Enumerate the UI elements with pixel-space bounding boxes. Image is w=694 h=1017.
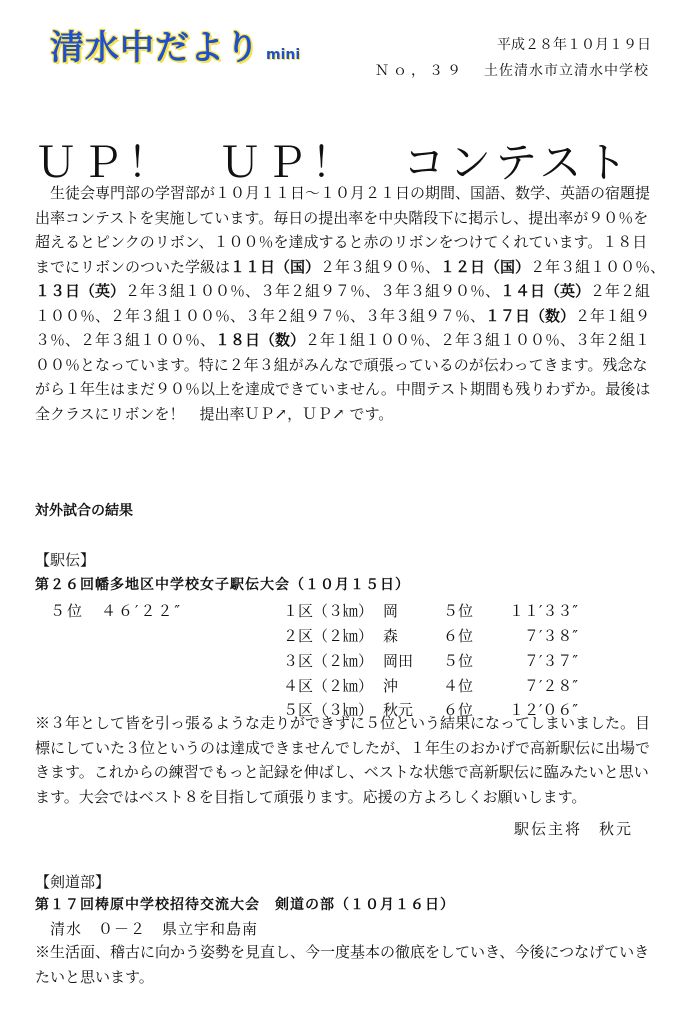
note-line: ※生活面、稽古に向かう姿勢を見直し、今一度基本の徹底をしていき、今後につなげていき [35, 943, 650, 961]
article-headline: ＵＰ！ ＵＰ！ コンテスト [35, 138, 632, 187]
leg-time: ７′３７″ [523, 652, 578, 670]
runner-name: 岡 [383, 602, 399, 620]
school-name: 土佐清水市立清水中学校 [484, 63, 649, 79]
kendo-note [35, 940, 649, 989]
date-subject-label: １３日（英） [35, 282, 126, 300]
report-line: きます。これからの練習でもっと記録を伸ばし、ベストな状態で高新駅伝に臨みたいと思い [35, 763, 649, 781]
note-line: たいと思います。 [35, 967, 154, 986]
report-line: 標にしていた３位というのは達成できませんでしたが、１年生のおかげで高新駅伝に出場で [35, 738, 651, 757]
runner-name: 沖 [383, 677, 399, 695]
contest-line: 全クラスにリボンを！ 提出率ＵＰ↗，ＵＰ↗ です。 [35, 404, 394, 423]
newsletter-title: 清水中だより [50, 28, 260, 68]
runner-name: 秋元 [383, 701, 414, 719]
leg-section: ４区（２㎞） [283, 677, 374, 695]
section-heading: 対外試合の結果 [35, 503, 133, 519]
contest-line: ００％となっています。特に２年３組がみんなで頑張っているのが伝わってきます。残念な [35, 355, 648, 374]
leg-time: ７′３８″ [523, 627, 578, 645]
kendo-bracket-label: 【剣道部】 [35, 873, 111, 891]
leg-section: １区（３㎞） [283, 602, 374, 620]
contest-text: ２年１組１００％、２年３組１００％、３年２組１ [305, 331, 651, 349]
ekiden-report [35, 711, 650, 809]
issue-number: Ｎｏ，３９ [375, 63, 465, 79]
report-line: ※３年として皆を引っ張るような走りができずに５位という結果になってしまいました。目 [35, 714, 651, 732]
date-subject-label: １４日（英） [500, 282, 591, 300]
runner-name: 森 [383, 627, 399, 645]
leg-rank: ５位 [443, 652, 474, 670]
contest-text: １００％、２年３組１００％、３年２組９７％、３年３組９７％、 [35, 306, 486, 325]
leg-time: １２′０６″ [508, 701, 578, 719]
masthead-logo [50, 20, 300, 69]
contest-line: 出率コンテストを実施しています。毎日の提出率を中央階段下に掲示し、提出率が９０％を [35, 208, 649, 227]
leg-section: ５区（３㎞） [283, 701, 374, 719]
contest-article-body [35, 181, 666, 426]
contest-text: ２年３組１００％、 [530, 257, 666, 276]
contest-text: ２年２組 [590, 282, 651, 300]
runner-name: 岡田 [383, 652, 414, 670]
ekiden-bracket-label: 【駅伝】 [35, 551, 96, 569]
leg-rank: ５位 [443, 602, 474, 620]
contest-line [35, 328, 660, 353]
leg-time: １１′３３″ [508, 602, 578, 620]
contest-line [35, 255, 666, 280]
date-subject-label: １７日（数） [485, 306, 576, 325]
leg-rank: ６位 [443, 701, 474, 719]
contest-line: 生徒会専門部の学習部が１０月１１日〜１０月２１日の期間、国語、数学、英語の宿題提 [50, 184, 651, 202]
leg-rank: ４位 [443, 677, 474, 695]
contest-text: ２年３組９０％、 [320, 257, 441, 276]
kendo-match-result: 清水 ０－２ 県立宇和島南 [50, 920, 259, 938]
ekiden-race-title: 第２６回幡多地区中学校女子駅伝大会（１０月１５日） [35, 577, 410, 593]
contest-line [35, 304, 660, 329]
ekiden-signature: 駅伝主将 秋元 [514, 820, 634, 838]
contest-line [35, 279, 660, 304]
report-line: ます。大会ではベスト８を目指して頑張ります。応援の方よろしくお願いします。 [35, 787, 587, 806]
date-subject-label: １１日（国） [230, 257, 321, 276]
leg-section: ２区（２㎞） [283, 627, 374, 645]
date-subject-label: １２日（国） [440, 257, 531, 276]
issue-date: 平成２８年１０月１９日 [497, 37, 651, 53]
date-subject-label: １８日（数） [215, 331, 306, 349]
leg-section: ３区（２㎞） [283, 652, 374, 670]
contest-text: ２年３組１００％、３年２組９７％、３年３組９０％、 [125, 282, 501, 300]
contest-text: ２年１組９ [575, 306, 651, 325]
contest-line: 超えるとピンクのリボン、１００％を達成すると赤のリボンをつけてくれています。１８日 [35, 233, 648, 251]
kendo-tournament-title: 第１７回梼原中学校招待交流大会 剣道の部（１０月１６日） [35, 897, 455, 913]
newsletter-subtitle: mini [266, 47, 301, 63]
contest-line: がら１年生はまだ９０％以上を達成できていません。中間テスト期間も残りわずか。最後は [35, 380, 651, 398]
leg-rank: ６位 [443, 627, 474, 645]
ekiden-overall-result: ５位 ４６′２２″ [50, 602, 183, 620]
contest-text: ３％、２年３組１００％、 [35, 331, 216, 349]
leg-time: ７′２８″ [523, 677, 578, 695]
contest-text: までにリボンのついた学級は [35, 257, 231, 276]
